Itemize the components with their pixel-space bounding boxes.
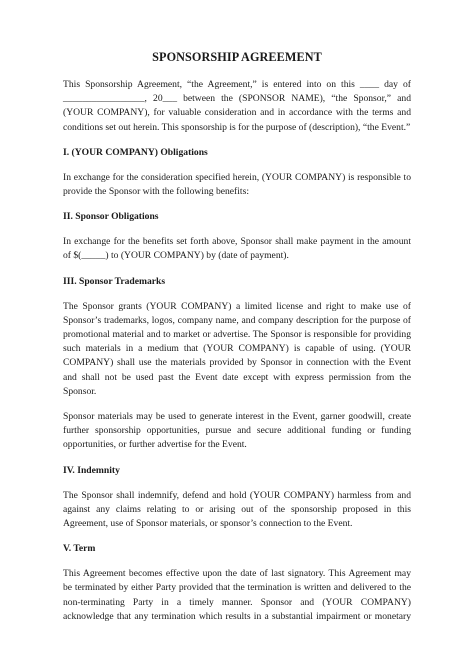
text-line: COMPANY) shall use the materials provided by Sponsor in connection with the Event <box>63 357 411 369</box>
text-line: against any claims relating to or arising out of the sponsorship proposed in this <box>63 503 411 515</box>
section-paragraph <box>63 171 411 199</box>
intro-paragraph <box>63 78 411 135</box>
text-line: _________________, 20___ between the (SPONSOR NAME), “the Sponsor,” and <box>63 93 411 105</box>
text-line: provide the Sponsor with the following benefits: <box>63 186 249 198</box>
section-heading-term: V. Term <box>63 543 96 555</box>
section-heading-sponsor-obligations: II. Sponsor Obligations <box>63 211 159 223</box>
section-paragraph <box>63 489 411 532</box>
section-paragraph <box>63 235 411 263</box>
text-line: acknowledge that any termination which results in a substantial impairment or monetary <box>63 610 411 622</box>
text-line: non-terminating Party in a timely manner. Sponsor and (YOUR COMPANY) <box>63 596 411 608</box>
text-line: be terminated by either Party provided that the termination is written and delivered to the <box>63 582 411 594</box>
text-line: opportunities, or further advertise for the Event. <box>63 439 247 451</box>
text-line: Sponsor materials may be used to generate interest in the Event, garner goodwill, create <box>63 411 411 423</box>
section-heading-sponsor-trademarks: III. Sponsor Trademarks <box>63 275 166 287</box>
section-paragraph <box>63 300 411 399</box>
text-line: The Sponsor shall indemnify, defend and hold (YOUR COMPANY) harmless from and <box>63 489 411 501</box>
text-line: promotional material and to market or advertise. The Sponsor is responsible for providing <box>63 329 411 341</box>
section-paragraph <box>63 410 411 453</box>
text-line: Agreement, use of Sponsor materials, or sponsor’s connection to the Event. <box>63 518 353 530</box>
text-line: of $(_____) to (YOUR COMPANY) by (date of payment). <box>63 250 289 262</box>
text-line: This Agreement becomes effective upon the date of last signatory. This Agreement may <box>63 568 411 580</box>
text-line: (YOUR COMPANY), for valuable consideration and in accordance with the terms and <box>63 107 411 119</box>
section-paragraph <box>63 567 411 624</box>
text-line: In exchange for the benefits set forth above, Sponsor shall make payment in the amount <box>63 236 411 248</box>
text-line: Sponsor’s trademarks, logos, company name, and company description for the purpose of <box>63 314 411 326</box>
text-line: In exchange for the consideration specified herein, (YOUR COMPANY) is responsible to <box>63 171 411 183</box>
text-line: conditions set out herein. This sponsorship is for the purpose of (description), “the Event.” <box>63 121 411 133</box>
text-line: The Sponsor grants (YOUR COMPANY) a limited license and right to make use of <box>63 300 411 312</box>
section-heading-company-obligations: I. (YOUR COMPANY) Obligations <box>63 146 208 158</box>
text-line: and shall not be used past the Event date except with express permission from the <box>63 371 411 383</box>
text-line: Sponsor. <box>63 385 97 397</box>
document-body <box>63 50 411 624</box>
text-line: such materials in a medium that (YOUR COMPANY) is capable of using. (YOUR <box>63 343 411 355</box>
section-heading-indemnity: IV. Indemnity <box>63 464 120 476</box>
text-line: This Sponsorship Agreement, “the Agreement,” is entered into on this ____ day of <box>63 79 411 90</box>
text-line: further sponsorship opportunities, pursue and secure additional funding or funding <box>63 425 411 437</box>
document-title: SPONSORSHIP AGREEMENT <box>152 50 322 64</box>
